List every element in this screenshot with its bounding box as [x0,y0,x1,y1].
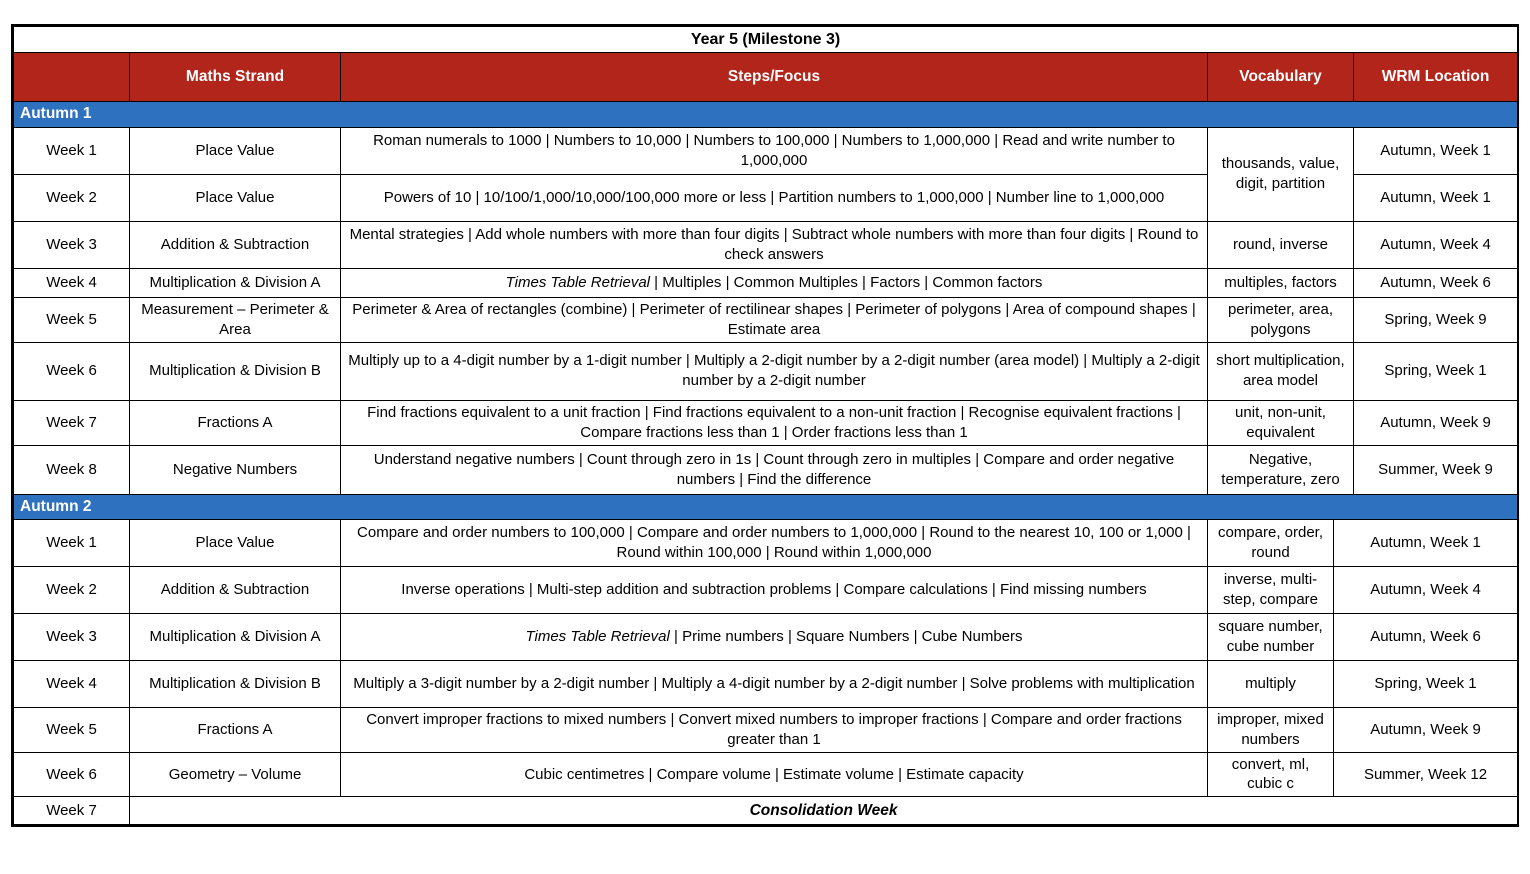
strand-cell: Fractions A [130,708,341,753]
strand-cell: Place Value [130,520,341,567]
curriculum-table-autumn2 [13,495,1518,826]
vocab-cell: round, inverse [1208,221,1354,268]
week-cell: Week 4 [14,661,130,708]
wrm-cell: Summer, Week 12 [1334,752,1518,797]
wrm-cell: Autumn, Week 4 [1354,221,1518,268]
steps-cell [341,268,1208,297]
section-bar-autumn-1 [14,102,1518,127]
steps-cell [341,520,1208,567]
vocab-cell: multiply [1208,661,1334,708]
vocab-cell: short multiplication, area model [1208,342,1354,400]
wrm-cell: Spring, Week 1 [1354,342,1518,400]
strand-cell: Place Value [130,127,341,174]
strand-cell: Measurement – Perimeter & Area [130,297,341,342]
table-row-consolidation [14,797,1518,825]
wrm-cell: Autumn, Week 9 [1354,400,1518,445]
wrm-cell: Autumn, Week 9 [1334,708,1518,753]
table-row [14,268,1518,297]
steps-cell [341,445,1208,494]
wrm-cell: Autumn, Week 6 [1354,268,1518,297]
steps-text: Multiply up to a 4-digit number by a 1-digit number | Multiply a 2-digit number by a 2-digit number (area model) | Multiply a 2-digit number by a 2-digit number [348,352,1200,390]
strand-cell: Addition & Subtraction [130,567,341,614]
strand-cell: Multiplication & Division A [130,614,341,661]
table-row [14,400,1518,445]
table-row [14,127,1518,174]
table-row [14,752,1518,797]
week-cell: Week 2 [14,174,130,221]
strand-cell: Geometry – Volume [130,752,341,797]
vocab-cell: thousands, value, digit, partition [1208,127,1354,221]
week-cell: Week 1 [14,520,130,567]
section-label: Autumn 2 [14,495,1518,520]
wrm-cell: Summer, Week 9 [1354,445,1518,494]
table-row [14,342,1518,400]
header-vocabulary: Vocabulary [1208,53,1354,102]
steps-text: Find fractions equivalent to a unit fraction | Find fractions equivalent to a non-unit fraction | Recognise equivalent fractions | Compare fractions less than 1 | Order fractions less than 1 [367,403,1181,441]
section-label: Autumn 1 [14,102,1518,127]
header-week-cell [14,53,130,102]
wrm-cell: Autumn, Week 1 [1354,127,1518,174]
curriculum-table-autumn1 [13,26,1518,495]
strand-cell: Addition & Subtraction [130,221,341,268]
table-frame [11,24,1519,827]
steps-text: Powers of 10 | 10/100/1,000/10,000/100,000 more or less | Partition numbers to 1,000,000 | Number line to 1,000,000 [383,188,1165,206]
steps-text: | Prime numbers | Square Numbers | Cube Numbers [669,628,1023,646]
strand-cell: Place Value [130,174,341,221]
strand-cell: Multiplication & Division A [130,268,341,297]
steps-text: Convert improper fractions to mixed numbers | Convert mixed numbers to improper fractions | Compare and order fractions greater than 1 [366,711,1182,748]
steps-text: Roman numerals to 1000 | Numbers to 10,000 | Numbers to 100,000 | Numbers to 1,000,000 | Read and write number to 1,000,000 [373,131,1175,169]
vocab-cell: improper, mixed numbers [1208,708,1334,753]
week-cell: Week 5 [14,297,130,342]
steps-cell [341,297,1208,342]
vocab-cell: perimeter, area, polygons [1208,297,1354,342]
steps-text: Inverse operations | Multi-step addition and subtraction problems | Compare calculations | Find missing numbers [401,581,1147,599]
vocab-cell: inverse, multi-step, compare [1208,567,1334,614]
steps-cell [341,708,1208,753]
steps-text: Mental strategies | Add whole numbers with more than four digits | Subtract whole numbers with more than four digits | Round to check answers [349,225,1199,263]
steps-text: Understand negative numbers | Count through zero in 1s | Count through zero in multiples | Compare and order negative numbers | Find the difference [373,450,1175,488]
consolidation-week-cell: Consolidation Week [130,797,1518,825]
steps-cell [341,221,1208,268]
week-cell: Week 7 [14,797,130,825]
wrm-cell: Spring, Week 9 [1354,297,1518,342]
steps-cell [341,342,1208,400]
vocab-cell: convert, ml, cubic c [1208,752,1334,797]
wrm-cell: Autumn, Week 6 [1334,614,1518,661]
vocab-cell: unit, non-unit, equivalent [1208,400,1354,445]
header-maths-strand: Maths Strand [130,53,341,102]
steps-cell [341,567,1208,614]
table-row [14,614,1518,661]
vocab-cell: Negative, temperature, zero [1208,445,1354,494]
steps-text: Multiply a 3-digit number by a 2-digit number | Multiply a 4-digit number by a 2-digit number | Solve problems with multiplication [353,675,1195,693]
wrm-cell: Autumn, Week 1 [1334,520,1518,567]
vocab-cell: compare, order, round [1208,520,1334,567]
title-row [14,27,1518,53]
week-cell: Week 7 [14,400,130,445]
table-row [14,221,1518,268]
steps-text: Cubic centimetres | Compare volume | Estimate volume | Estimate capacity [524,765,1024,783]
steps-cell [341,661,1208,708]
week-cell: Week 3 [14,614,130,661]
week-cell: Week 5 [14,708,130,753]
steps-text: Perimeter & Area of rectangles (combine) | Perimeter of rectilinear shapes | Perimeter of polygons | Area of compound shapes | Estimate area [352,300,1196,338]
strand-cell: Fractions A [130,400,341,445]
week-cell: Week 1 [14,127,130,174]
week-cell: Week 8 [14,445,130,494]
steps-text: Compare and order numbers to 100,000 | Compare and order numbers to 1,000,000 | Round to the nearest 10, 100 or 1,000 | Round within 100,000 | Round within 1,000,000 [357,524,1191,562]
header-steps-focus: Steps/Focus [341,53,1208,102]
vocab-cell: square number, cube number [1208,614,1334,661]
table-row [14,297,1518,342]
steps-italic-text: Times Table Retrieval [505,273,650,291]
table-row [14,567,1518,614]
table-row [14,661,1518,708]
steps-italic-text: Times Table Retrieval [525,628,670,646]
wrm-cell: Spring, Week 1 [1334,661,1518,708]
table-row [14,445,1518,494]
section-bar-autumn-2 [14,495,1518,520]
week-cell: Week 3 [14,221,130,268]
steps-cell [341,400,1208,445]
steps-text: | Multiples | Common Multiples | Factors | Common factors [650,273,1043,291]
steps-cell [341,174,1208,221]
steps-cell [341,614,1208,661]
wrm-cell: Autumn, Week 4 [1334,567,1518,614]
strand-cell: Multiplication & Division B [130,342,341,400]
header-wrm-location: WRM Location [1354,53,1518,102]
strand-cell: Negative Numbers [130,445,341,494]
week-cell: Week 6 [14,752,130,797]
header-row [14,53,1518,102]
week-cell: Week 2 [14,567,130,614]
table-row [14,520,1518,567]
page-title: Year 5 (Milestone 3) [14,27,1518,53]
week-cell: Week 6 [14,342,130,400]
steps-cell [341,752,1208,797]
table-row [14,708,1518,753]
wrm-cell: Autumn, Week 1 [1354,174,1518,221]
vocab-cell: multiples, factors [1208,268,1354,297]
strand-cell: Multiplication & Division B [130,661,341,708]
steps-cell [341,127,1208,174]
week-cell: Week 4 [14,268,130,297]
